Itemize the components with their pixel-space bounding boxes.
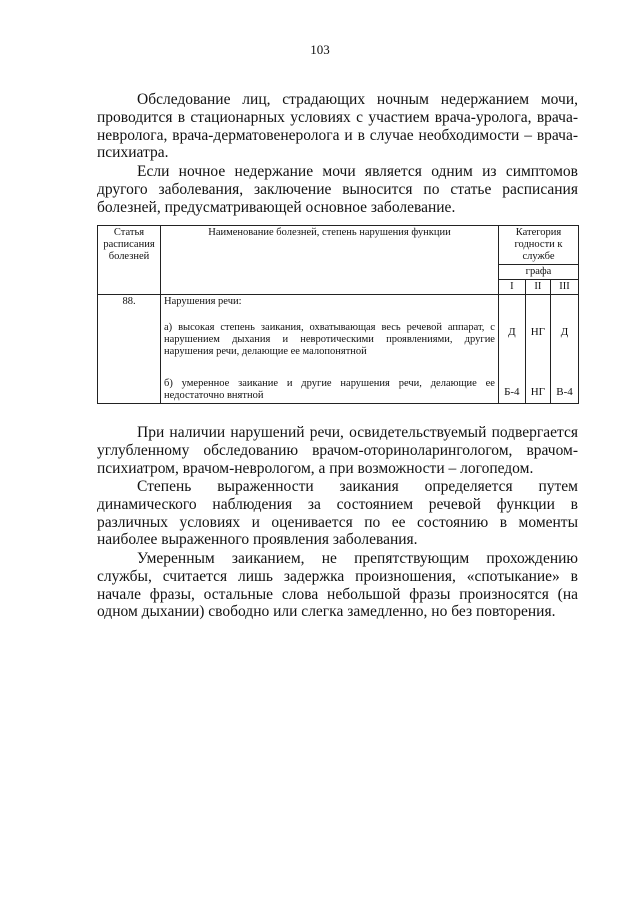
article-number: 88. [98, 295, 161, 404]
header-name: Наименование болезней, степень нарушения функции [161, 226, 499, 295]
category-column-2 [525, 295, 550, 404]
row-title: Нарушения речи: [164, 296, 242, 307]
item-b-text: б) умеренное заикание и другие нарушения речи, делающие ее недостаточно внятной [164, 378, 495, 401]
column-1-header: I [498, 280, 525, 295]
item-b-category-2: НГ [530, 386, 545, 398]
item-b-category-1: Б-4 [504, 386, 520, 398]
column-3-header: III [551, 280, 579, 295]
category-column-3 [551, 295, 579, 404]
paragraph-1: Обследование лиц, страдающих ночным недержанием мочи, проводится в стационарных условиях с участием врача-уролога, врача-невролога, врача-дерматовенеролога и в случае необходимости – врача-психиатра. [97, 91, 578, 162]
header-category: Категория годности к службе [498, 226, 578, 265]
item-a-category-3: Д [560, 326, 569, 338]
item-a-category-1: Д [508, 326, 516, 338]
table-row [98, 295, 579, 404]
paragraph-2: Если ночное недержание мочи является одним из симптомов другого заболевания, заключение выносится по статье расписания болезней, предусматривающей основное заболевание. [97, 163, 578, 216]
category-column-1 [498, 295, 525, 404]
header-column-label: графа [498, 265, 578, 280]
disease-description [161, 295, 499, 404]
paragraph-3: При наличии нарушений речи, освидетельствуемый подвергается углубленному обследованию врачом-оториноларингологом, врачом-психиатром, врачом-неврологом, а при возможности – логопедом. [97, 424, 578, 477]
disease-schedule-table [97, 225, 579, 404]
paragraph-4: Степень выраженности заикания определяется путем динамического наблюдения за состоянием речевой функции в различных условиях и оценивается по ее состоянию в моменты наиболее выраженного проявления заболевания. [97, 478, 578, 549]
item-a-text: а) высокая степень заикания, охватывающая весь речевой аппарат, с нарушением дыхания и невротическими проявлениями, другие нарушения речи, делающие ее малопонятной [164, 322, 495, 357]
column-2-header: II [525, 280, 550, 295]
header-article: Статья расписания болезней [98, 226, 161, 295]
paragraph-5: Умеренным заиканием, не препятствующим прохождению службы, считается лишь задержка произношения, «спотыкание» в начале фразы, остальные слова небольшой фразы произносятся (на одном дыхании) свободно или слегка замедленно, но без повторения. [97, 550, 578, 621]
page-number: 103 [310, 42, 330, 57]
item-a-category-2: НГ [530, 326, 545, 338]
item-b-category-3: В-4 [556, 386, 573, 398]
